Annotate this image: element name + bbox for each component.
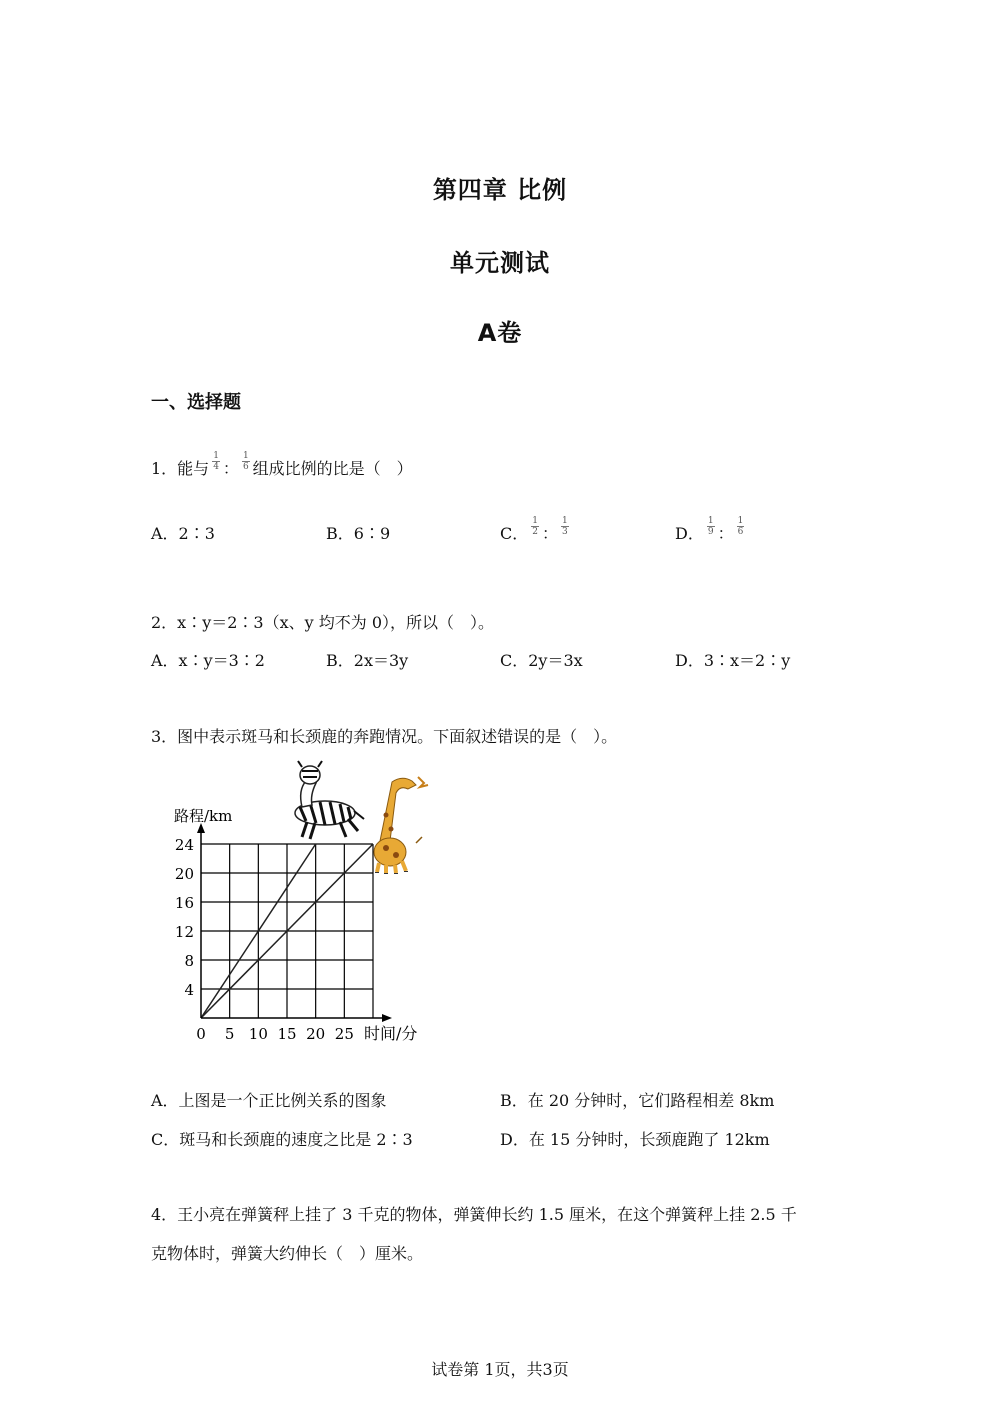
y-axis-label: 路程/km: [174, 807, 233, 825]
q1-option-c-fraction-1: $\frac{1}{2}$: [532, 516, 538, 537]
x-tick-label: 5: [224, 1025, 235, 1043]
y-tick-label: 16: [174, 894, 194, 912]
q1-option-d-label: D．: [675, 524, 704, 543]
q1-prefix: 1．能与: [151, 459, 210, 478]
distance-time-chart: [160, 755, 450, 1055]
q1-option-d-fraction-2: $\frac{1}{6}$: [737, 516, 744, 537]
page-footer: 试卷第 1页，共3页: [431, 1360, 569, 1379]
q1-option-c-fraction-2: $\frac{1}{3}$: [562, 516, 568, 537]
x-axis-label: 时间/分: [364, 1024, 418, 1043]
y-tick-label: 24: [174, 836, 194, 854]
question-2: 2．x∶y＝2∶3（x、y 均不为 0），所以（ ）。: [151, 613, 495, 632]
zebra-illustration: [295, 761, 364, 839]
x-axis-arrow: [382, 1014, 392, 1022]
q1-option-d: D． $\frac{1}{9}$ ： $\frac{1}{6}$: [675, 516, 744, 543]
chart-ticks: [175, 836, 354, 1043]
giraffe-illustration: [374, 777, 428, 874]
y-tick-label: 12: [174, 923, 194, 941]
q1-option-b: B．6∶9: [326, 524, 391, 543]
q1-option-a: A．2∶3: [151, 524, 215, 543]
q3-option-c: C．斑马和长颈鹿的速度之比是 2∶3: [151, 1130, 413, 1149]
q2-option-b: B．2x＝3y: [326, 651, 409, 670]
q2-option-d: D．3∶x＝2∶y: [675, 651, 791, 670]
q1-fraction-2: $\frac{1}{6}$: [242, 451, 249, 472]
question-3: 3．图中表示斑马和长颈鹿的奔跑情况。下面叙述错误的是（ ）。: [151, 727, 618, 746]
q2-option-c: C．2y＝3x: [500, 651, 583, 670]
volume-label: A卷: [477, 319, 523, 347]
subtitle: 单元测试: [450, 249, 550, 277]
q3-option-a: A．上图是一个正比例关系的图象: [151, 1091, 387, 1110]
x-tick-label: 25: [334, 1025, 354, 1043]
x-tick-label: 20: [306, 1025, 326, 1043]
q1-option-c: C． $\frac{1}{2}$ ： $\frac{1}{3}$: [500, 516, 568, 543]
q1-option-d-fraction-1: $\frac{1}{9}$: [707, 516, 714, 537]
x-tick-label: 0: [196, 1025, 206, 1043]
q1-fraction-1: $\frac{1}{4}$: [213, 451, 219, 472]
q3-option-b: B．在 20 分钟时，它们路程相差 8km: [500, 1091, 775, 1110]
x-tick-label: 10: [248, 1025, 268, 1043]
q3-option-d: D．在 15 分钟时，长颈鹿跑了 12km: [500, 1130, 770, 1149]
q1-suffix: 组成比例的比是（ ）: [252, 459, 413, 478]
q1-option-c-label: C．: [500, 524, 529, 543]
question-1: [151, 451, 413, 480]
question-4-line-1: 4．王小亮在弹簧秤上挂了 3 千克的物体，弹簧伸长约 1.5 厘米，在这个弹簧秤上挂 2.5 千: [151, 1205, 797, 1224]
y-tick-label: 8: [184, 952, 194, 970]
y-tick-label: 4: [184, 981, 194, 999]
section-title: 一、选择题: [151, 392, 241, 413]
q1-colon: ：: [222, 459, 239, 478]
x-tick-label: 15: [277, 1025, 297, 1043]
chapter-title: 第四章 比例: [432, 176, 568, 204]
q2-option-a: A．x∶y＝3∶2: [151, 651, 265, 670]
question-4-line-2: 克物体时，弹簧大约伸长（ ）厘米。: [151, 1244, 424, 1263]
y-tick-label: 20: [174, 865, 194, 883]
